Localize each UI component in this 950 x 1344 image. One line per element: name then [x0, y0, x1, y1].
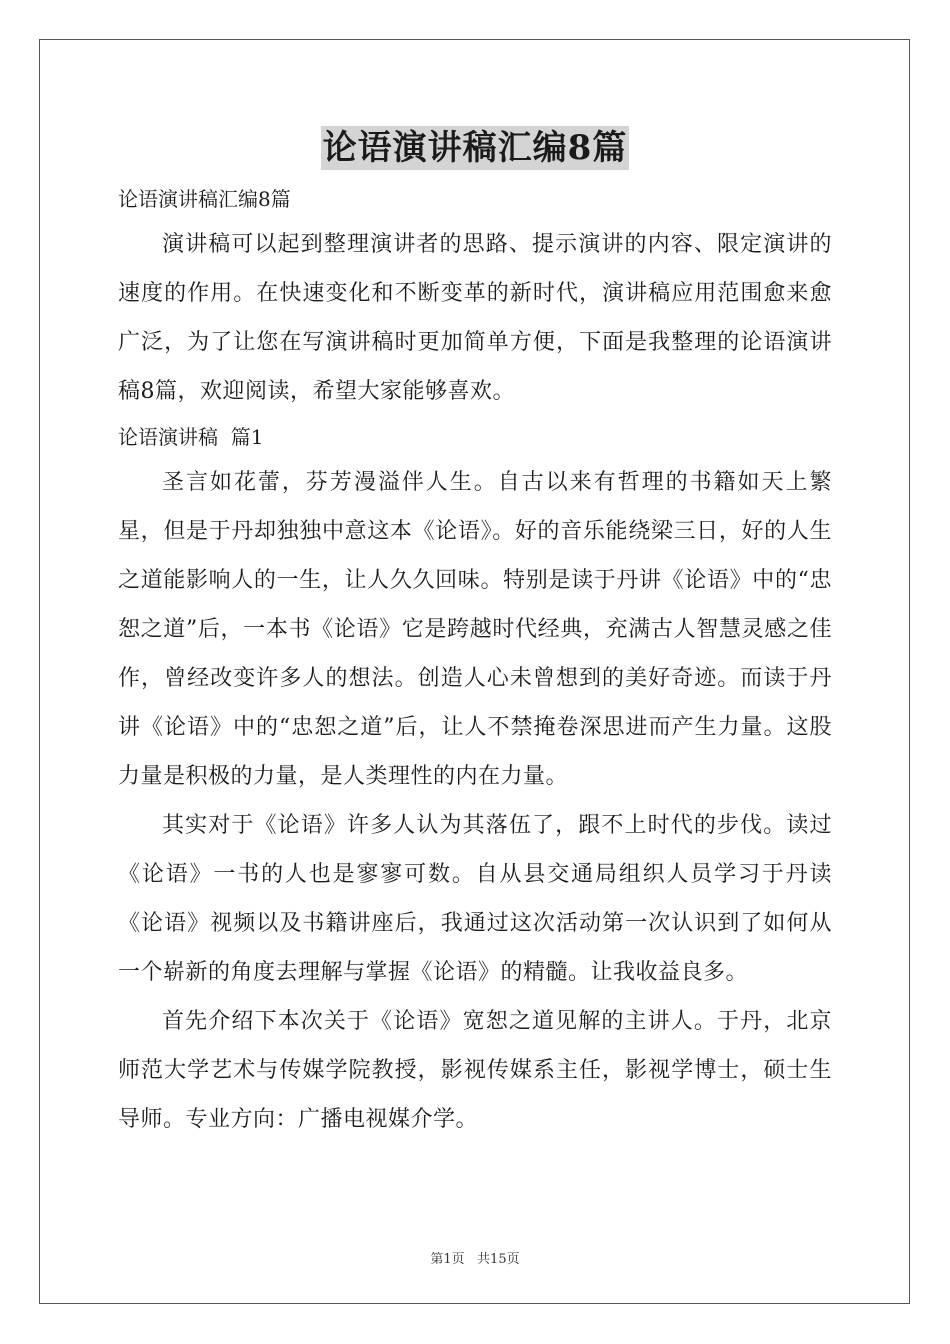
body-paragraph-1: 圣言如花蕾，芬芳漫溢伴人生。自古以来有哲理的书籍如天上繁星，但是于丹却独独中意这本《论语》。好的音乐能绕梁三日，好的人生之道能影响人的一生，让人久久回味。特别是读于丹讲《论语》中的“忠恕之道”后，一本书《论语》它是跨越时代经典，充满古人智慧灵感之佳作，曾经改变许多人的想法。创造人心未曾想到的美好奇迹。而读于丹讲《论语》中的“忠恕之道”后，让人不禁掩卷深思进而产生力量。这股力量是积极的力量，是人类理性的内在力量。: [118, 470, 832, 789]
intro-paragraph: 演讲稿可以起到整理演讲者的思路、提示演讲的内容、限定演讲的速度的作用。在快速变化和不断变革的新时代，演讲稿应用范围愈来愈广泛，为了让您在写演讲稿时更加简单方便，下面是我整理的论语演讲稿8篇，欢迎阅读，希望大家能够喜欢。: [118, 232, 832, 404]
page-footer: [0, 1248, 950, 1267]
body-paragraph-3: 首先介绍下本次关于《论语》宽恕之道见解的主讲人。于丹，北京师范大学艺术与传媒学院教授，影视传媒系主任，影视学博士，硕士生导师。专业方向：广播电视媒介学。: [118, 1009, 832, 1132]
section-heading: 论语演讲稿 篇1: [118, 425, 264, 449]
document-subtitle: 论语演讲稿汇编8篇: [118, 187, 291, 211]
page-number: 第1页 共15页: [430, 1252, 520, 1267]
document-title: 论语演讲稿汇编8篇: [322, 128, 628, 168]
body-paragraph-2: 其实对于《论语》许多人认为其落伍了，跟不上时代的步伐。读过《论语》一书的人也是寥寥可数。自从县交通局组织人员学习于丹读《论语》视频以及书籍讲座后，我通过这次活动第一次认识到了如何从一个崭新的角度去理解与掌握《论语》的精髓。让我收益良多。: [118, 813, 832, 985]
document-body: [118, 178, 832, 1144]
title-container: [0, 126, 950, 170]
